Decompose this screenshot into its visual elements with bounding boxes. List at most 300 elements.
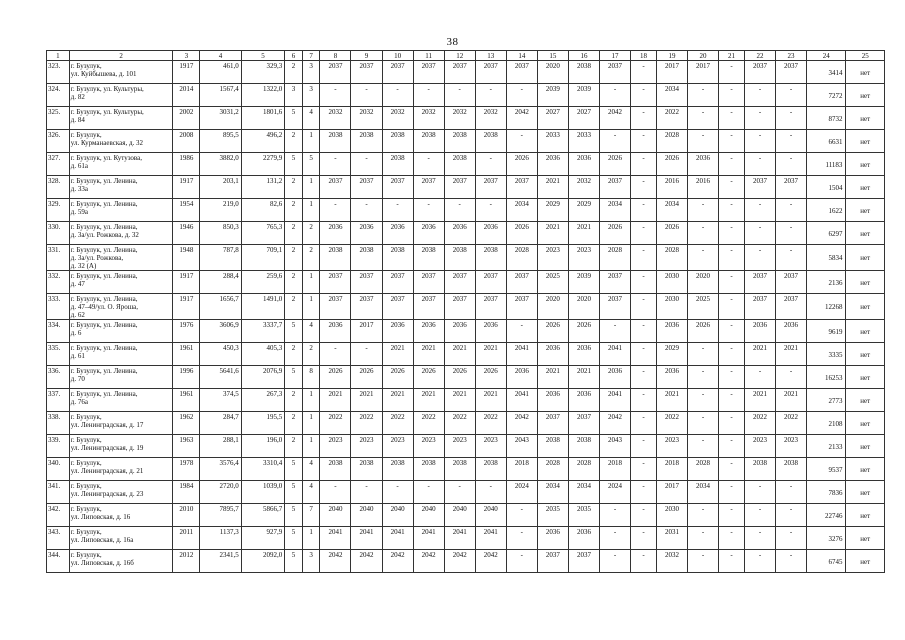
table-cell: 1961 xyxy=(173,389,200,412)
table-cell: 2021 xyxy=(744,389,775,412)
table-cell: 2038 xyxy=(382,153,413,176)
table-cell: 2021 xyxy=(537,176,568,199)
table-cell: 1 xyxy=(302,527,320,550)
table-cell: 2 xyxy=(285,294,303,320)
table-cell: - xyxy=(631,389,657,412)
address-cell: г. Бузулук, ул. Ленина, д. 6 xyxy=(69,320,173,343)
status-cell: нет xyxy=(846,61,885,84)
column-number-header: 13 xyxy=(475,51,506,61)
row-index-cell: 325. xyxy=(47,107,70,130)
table-cell: 2037 xyxy=(413,61,444,84)
table-cell: 2026 xyxy=(537,320,568,343)
table-cell: 2041 xyxy=(506,343,537,366)
table-cell: 2022 xyxy=(444,412,475,435)
table-cell: 2023 xyxy=(776,435,807,458)
table-cell: - xyxy=(744,550,775,573)
table-cell: 2029 xyxy=(537,199,568,222)
table-cell: 2036 xyxy=(599,366,630,389)
table-cell: 2033 xyxy=(537,130,568,153)
table-cell: 2002 xyxy=(173,107,200,130)
table-row xyxy=(47,107,885,130)
row-index-cell: 323. xyxy=(47,61,70,84)
table-cell: 1976 xyxy=(173,320,200,343)
table-cell: - xyxy=(631,412,657,435)
table-cell: 1954 xyxy=(173,199,200,222)
table-cell: - xyxy=(631,527,657,550)
cost-cell: 11183 xyxy=(807,153,846,176)
column-number-header: 11 xyxy=(413,51,444,61)
column-number-header: 4 xyxy=(200,51,241,61)
table-cell: 2021 xyxy=(656,389,687,412)
row-index-cell: 342. xyxy=(47,504,70,527)
area-cell: 927,9 xyxy=(241,527,285,550)
table-cell: 1962 xyxy=(173,412,200,435)
address-cell: г. Бузулук, ул. Липовская, д. 16 xyxy=(69,504,173,527)
row-index-cell: 337. xyxy=(47,389,70,412)
table-cell: 1996 xyxy=(173,366,200,389)
table-cell: 2038 xyxy=(351,458,382,481)
table-cell: 2037 xyxy=(599,176,630,199)
table-cell: 2038 xyxy=(444,153,475,176)
table-cell: 2032 xyxy=(568,176,599,199)
status-cell: нет xyxy=(846,481,885,504)
table-cell: - xyxy=(688,435,719,458)
status-cell: нет xyxy=(846,389,885,412)
area-cell: 196,0 xyxy=(241,435,285,458)
status-cell: нет xyxy=(846,84,885,107)
table-cell: 2036 xyxy=(776,320,807,343)
table-cell: - xyxy=(719,343,745,366)
table-cell: 1 xyxy=(302,412,320,435)
table-cell: - xyxy=(320,153,351,176)
table-cell: 2026 xyxy=(413,366,444,389)
address-cell: г. Бузулук, ул. Ленина, д. 70 xyxy=(69,366,173,389)
table-cell: - xyxy=(599,550,630,573)
table-cell: 2038 xyxy=(351,245,382,271)
column-number-header: 18 xyxy=(631,51,657,61)
address-cell: г. Бузулук, ул. Ленинградская, д. 19 xyxy=(69,435,173,458)
table-cell: - xyxy=(382,481,413,504)
table-cell: 2037 xyxy=(351,271,382,294)
table-cell: 2037 xyxy=(537,412,568,435)
row-index-cell: 336. xyxy=(47,366,70,389)
table-cell: 2037 xyxy=(599,61,630,84)
table-cell: 2040 xyxy=(351,504,382,527)
table-cell: 2026 xyxy=(475,366,506,389)
area-cell: 3310,4 xyxy=(241,458,285,481)
table-cell: 2036 xyxy=(568,527,599,550)
row-index-cell: 328. xyxy=(47,176,70,199)
table-cell: - xyxy=(351,153,382,176)
table-cell: - xyxy=(506,130,537,153)
table-cell: 2028 xyxy=(506,245,537,271)
row-index-cell: 339. xyxy=(47,435,70,458)
table-cell: 2036 xyxy=(475,222,506,245)
table-cell: 2040 xyxy=(444,504,475,527)
table-cell: 1948 xyxy=(173,245,200,271)
table-cell: - xyxy=(688,366,719,389)
table-cell: 1986 xyxy=(173,153,200,176)
table-cell: 2037 xyxy=(320,176,351,199)
table-row xyxy=(47,366,885,389)
table-cell: 2032 xyxy=(656,550,687,573)
table-cell: - xyxy=(776,527,807,550)
table-cell: - xyxy=(719,366,745,389)
table-cell: 2034 xyxy=(506,199,537,222)
table-cell: - xyxy=(688,199,719,222)
table-cell: 2037 xyxy=(568,412,599,435)
table-cell: 2036 xyxy=(444,222,475,245)
table-cell: 2041 xyxy=(351,527,382,550)
table-cell: 2036 xyxy=(475,320,506,343)
table-row xyxy=(47,199,885,222)
table-cell: 2023 xyxy=(656,435,687,458)
table-cell: 2023 xyxy=(382,435,413,458)
table-cell: 2038 xyxy=(444,458,475,481)
table-cell: - xyxy=(444,84,475,107)
table-cell: 2032 xyxy=(413,107,444,130)
table-cell: 2017 xyxy=(688,61,719,84)
address-cell: г. Бузулук, ул. Кутузова, д. 61а xyxy=(69,153,173,176)
table-cell: 2042 xyxy=(320,550,351,573)
area-cell: 1137,3 xyxy=(200,527,241,550)
table-cell: 2026 xyxy=(656,222,687,245)
table-cell: 2032 xyxy=(444,107,475,130)
table-cell: - xyxy=(719,527,745,550)
table-cell: - xyxy=(688,130,719,153)
table-cell: 2037 xyxy=(382,176,413,199)
table-cell: 2023 xyxy=(537,245,568,271)
table-cell: 2023 xyxy=(744,435,775,458)
table-row xyxy=(47,245,885,271)
table-cell: 2036 xyxy=(413,222,444,245)
row-index-cell: 335. xyxy=(47,343,70,366)
table-cell: 2021 xyxy=(568,366,599,389)
table-cell: 2 xyxy=(285,199,303,222)
address-cell: г. Бузулук, ул. Культуры, д. 82 xyxy=(69,84,173,107)
table-cell: - xyxy=(631,435,657,458)
column-number-header: 21 xyxy=(719,51,745,61)
table-row xyxy=(47,458,885,481)
table-cell: 2022 xyxy=(413,412,444,435)
table-cell: 2017 xyxy=(351,320,382,343)
table-cell: 2037 xyxy=(776,176,807,199)
table-cell: 4 xyxy=(302,320,320,343)
table-cell: 2032 xyxy=(475,107,506,130)
column-number-header: 1 xyxy=(47,51,70,61)
table-cell: - xyxy=(744,84,775,107)
table-cell: - xyxy=(631,343,657,366)
column-number-header: 20 xyxy=(688,51,719,61)
area-cell: 3882,0 xyxy=(200,153,241,176)
table-cell: - xyxy=(719,130,745,153)
table-cell: - xyxy=(688,107,719,130)
table-cell: 2043 xyxy=(506,435,537,458)
table-cell: 2 xyxy=(302,343,320,366)
column-number-header: 3 xyxy=(173,51,200,61)
table-cell: 2034 xyxy=(599,199,630,222)
table-cell: 2021 xyxy=(776,343,807,366)
cost-cell: 3414 xyxy=(807,61,846,84)
table-row xyxy=(47,504,885,527)
table-cell: 2036 xyxy=(382,320,413,343)
address-cell: г. Бузулук, ул. Куйбышева, д. 101 xyxy=(69,61,173,84)
table-cell: 2038 xyxy=(320,458,351,481)
address-cell: г. Бузулук, ул. Ленина, д. 3а/ул. Рожкова, д. 32 (А) xyxy=(69,245,173,271)
page-number: 38 xyxy=(446,36,459,48)
table-cell: - xyxy=(688,343,719,366)
table-cell: - xyxy=(475,199,506,222)
table-cell: 2027 xyxy=(568,107,599,130)
area-cell: 3576,4 xyxy=(200,458,241,481)
table-cell: 2036 xyxy=(506,366,537,389)
table-cell: - xyxy=(631,176,657,199)
table-cell: 2036 xyxy=(537,389,568,412)
table-cell: 2038 xyxy=(413,130,444,153)
table-cell: 2037 xyxy=(744,271,775,294)
table-cell: 2037 xyxy=(744,61,775,84)
area-cell: 195,5 xyxy=(241,412,285,435)
cost-cell: 6297 xyxy=(807,222,846,245)
table-cell: - xyxy=(506,504,537,527)
table-cell: 3 xyxy=(302,84,320,107)
table-cell: 2034 xyxy=(688,481,719,504)
table-cell: 2028 xyxy=(656,130,687,153)
housing-table xyxy=(46,50,885,573)
row-index-cell: 340. xyxy=(47,458,70,481)
table-cell: - xyxy=(631,84,657,107)
table-cell: 2033 xyxy=(568,130,599,153)
row-index-cell: 326. xyxy=(47,130,70,153)
column-number-header: 9 xyxy=(351,51,382,61)
area-cell: 1039,0 xyxy=(241,481,285,504)
table-cell: 2024 xyxy=(506,481,537,504)
table-cell: 2041 xyxy=(320,527,351,550)
table-body xyxy=(47,61,885,573)
row-index-cell: 329. xyxy=(47,199,70,222)
area-cell: 5641,6 xyxy=(200,366,241,389)
area-cell: 1567,4 xyxy=(200,84,241,107)
table-row xyxy=(47,130,885,153)
table-cell: - xyxy=(506,550,537,573)
table-cell: 1917 xyxy=(173,176,200,199)
table-cell: - xyxy=(351,199,382,222)
area-cell: 288,1 xyxy=(200,435,241,458)
table-cell: 2037 xyxy=(444,61,475,84)
table-cell: - xyxy=(688,504,719,527)
area-cell: 461,0 xyxy=(200,61,241,84)
table-cell: - xyxy=(776,153,807,176)
table-cell: 2021 xyxy=(382,343,413,366)
table-cell: 2008 xyxy=(173,130,200,153)
table-cell: - xyxy=(631,107,657,130)
table-cell: - xyxy=(719,107,745,130)
status-cell: нет xyxy=(846,343,885,366)
table-cell: 2036 xyxy=(537,527,568,550)
table-cell: 2038 xyxy=(351,130,382,153)
table-cell: 2016 xyxy=(688,176,719,199)
table-cell: - xyxy=(599,130,630,153)
row-index-cell: 330. xyxy=(47,222,70,245)
area-cell: 1656,7 xyxy=(200,294,241,320)
address-cell: г. Бузулук, ул. Ленинградская, д. 21 xyxy=(69,458,173,481)
row-index-cell: 331. xyxy=(47,245,70,271)
cost-cell: 6745 xyxy=(807,550,846,573)
status-cell: нет xyxy=(846,412,885,435)
status-cell: нет xyxy=(846,527,885,550)
address-cell: г. Бузулук, ул. Культуры, д. 84 xyxy=(69,107,173,130)
table-cell: 2021 xyxy=(475,389,506,412)
table-cell: - xyxy=(744,527,775,550)
table-row xyxy=(47,271,885,294)
table-cell: 2014 xyxy=(173,84,200,107)
table-cell: 2041 xyxy=(413,527,444,550)
table-cell: 2041 xyxy=(444,527,475,550)
table-cell: - xyxy=(413,84,444,107)
table-cell: 2 xyxy=(285,389,303,412)
table-cell: 2 xyxy=(285,176,303,199)
column-number-header: 10 xyxy=(382,51,413,61)
table-cell: 2036 xyxy=(656,320,687,343)
cost-cell: 6631 xyxy=(807,130,846,153)
table-cell: - xyxy=(719,458,745,481)
table-cell: - xyxy=(631,320,657,343)
table-cell: 1 xyxy=(302,271,320,294)
table-cell: 2 xyxy=(285,435,303,458)
area-cell: 259,6 xyxy=(241,271,285,294)
table-cell: 2026 xyxy=(599,222,630,245)
table-cell: 2028 xyxy=(599,245,630,271)
table-cell: 2037 xyxy=(382,61,413,84)
table-cell: - xyxy=(688,84,719,107)
table-cell: 2038 xyxy=(320,130,351,153)
status-cell: нет xyxy=(846,222,885,245)
column-number-header: 5 xyxy=(241,51,285,61)
cost-cell: 2133 xyxy=(807,435,846,458)
area-cell: 1322,0 xyxy=(241,84,285,107)
table-cell: 2 xyxy=(302,245,320,271)
table-cell: 2038 xyxy=(320,245,351,271)
table-cell: 2037 xyxy=(599,294,630,320)
cost-cell: 7272 xyxy=(807,84,846,107)
table-cell: - xyxy=(351,481,382,504)
table-cell: 2022 xyxy=(656,412,687,435)
table-cell: - xyxy=(475,153,506,176)
table-cell: 2018 xyxy=(506,458,537,481)
table-cell: 2020 xyxy=(568,294,599,320)
table-cell: 2021 xyxy=(475,343,506,366)
table-row xyxy=(47,412,885,435)
table-cell: 2037 xyxy=(475,271,506,294)
table-cell: 2042 xyxy=(506,412,537,435)
table-cell: 2038 xyxy=(537,435,568,458)
status-cell: нет xyxy=(846,107,885,130)
table-cell: 2037 xyxy=(475,176,506,199)
table-cell: - xyxy=(351,343,382,366)
area-cell: 2076,9 xyxy=(241,366,285,389)
table-cell: 2037 xyxy=(776,61,807,84)
table-cell: 2012 xyxy=(173,550,200,573)
table-cell: 4 xyxy=(302,458,320,481)
table-cell: 5 xyxy=(285,481,303,504)
column-number-header: 22 xyxy=(744,51,775,61)
table-row xyxy=(47,176,885,199)
table-cell: 2036 xyxy=(320,320,351,343)
table-cell: - xyxy=(631,550,657,573)
table-cell: 2041 xyxy=(506,389,537,412)
table-cell: 2038 xyxy=(475,458,506,481)
address-cell: г. Бузулук, ул. Курманаевская, д. 32 xyxy=(69,130,173,153)
table-cell: - xyxy=(744,222,775,245)
table-cell: - xyxy=(744,130,775,153)
table-cell: 1917 xyxy=(173,271,200,294)
table-cell: 2036 xyxy=(444,320,475,343)
table-cell: 2041 xyxy=(382,527,413,550)
table-cell: - xyxy=(776,130,807,153)
table-cell: - xyxy=(719,550,745,573)
column-number-header: 6 xyxy=(285,51,303,61)
table-cell: 2042 xyxy=(413,550,444,573)
area-cell: 496,2 xyxy=(241,130,285,153)
table-cell: 2027 xyxy=(537,107,568,130)
status-cell: нет xyxy=(846,550,885,573)
column-number-header: 8 xyxy=(320,51,351,61)
table-cell: 2036 xyxy=(656,366,687,389)
table-cell: 2 xyxy=(285,245,303,271)
table-cell: 2022 xyxy=(320,412,351,435)
table-cell: 2018 xyxy=(656,458,687,481)
table-cell: 1978 xyxy=(173,458,200,481)
table-cell: 2020 xyxy=(537,294,568,320)
table-cell: - xyxy=(719,61,745,84)
table-cell: 2025 xyxy=(537,271,568,294)
row-index-cell: 338. xyxy=(47,412,70,435)
table-cell: 2038 xyxy=(444,245,475,271)
cost-cell: 2136 xyxy=(807,271,846,294)
status-cell: нет xyxy=(846,176,885,199)
table-cell: 2023 xyxy=(320,435,351,458)
table-cell: 2036 xyxy=(537,153,568,176)
cost-cell: 16253 xyxy=(807,366,846,389)
table-cell: 5 xyxy=(285,320,303,343)
table-cell: 2037 xyxy=(382,271,413,294)
table-cell: 2039 xyxy=(568,84,599,107)
table-cell: 2040 xyxy=(475,504,506,527)
table-cell: - xyxy=(776,481,807,504)
table-cell: - xyxy=(475,481,506,504)
cost-cell: 3335 xyxy=(807,343,846,366)
table-cell: 2026 xyxy=(506,153,537,176)
table-cell: - xyxy=(631,481,657,504)
table-cell: 2038 xyxy=(413,458,444,481)
table-cell: 2037 xyxy=(475,61,506,84)
area-cell: 1801,6 xyxy=(241,107,285,130)
area-cell: 405,3 xyxy=(241,343,285,366)
table-cell: - xyxy=(631,245,657,271)
address-cell: г. Бузулук, ул. Ленина, д. 76а xyxy=(69,389,173,412)
table-cell: 2043 xyxy=(599,435,630,458)
table-cell: 2037 xyxy=(776,294,807,320)
table-cell: 2037 xyxy=(444,294,475,320)
table-cell: 2037 xyxy=(351,294,382,320)
table-cell: - xyxy=(688,527,719,550)
table-cell: - xyxy=(631,130,657,153)
table-cell: 3 xyxy=(285,84,303,107)
table-cell: 2026 xyxy=(568,320,599,343)
table-row xyxy=(47,550,885,573)
address-cell: г. Бузулук, ул. Ленина, д. 47–49/ул. О. Яроша, д. 62 xyxy=(69,294,173,320)
table-cell: 2029 xyxy=(656,343,687,366)
